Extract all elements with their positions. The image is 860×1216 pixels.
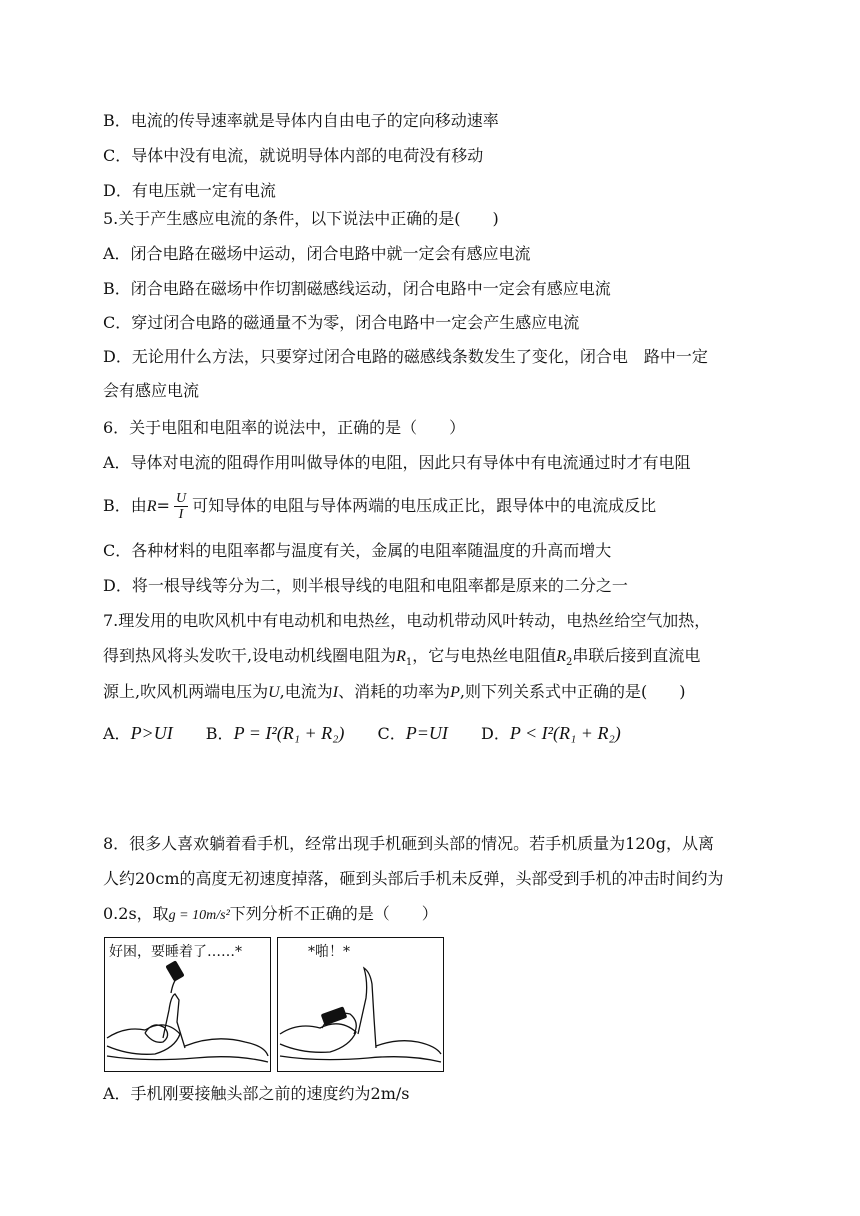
fraction-denominator: I [178, 507, 184, 522]
q6-option-b-prefix: B．由 [103, 496, 147, 515]
formula-equals: = [156, 496, 170, 515]
q8-line1: 8．很多人喜欢躺着看手机，经常出现手机砸到头部的情况。若手机质量为120g，从离 [103, 834, 714, 853]
q8-line2: 人约20cm的高度无初速度掉落，砸到头部后手机未反弹，头部受到手机的冲击时间约为 [103, 869, 724, 888]
q7-line3-c: 、消耗的功率为 [338, 682, 451, 701]
q7-option-c-label: C． [377, 724, 406, 743]
q7-i: I [332, 684, 339, 701]
q8-option-a: A．手机刚要接触头部之前的速度约为2m/s [103, 1084, 410, 1103]
panel1-caption: 好困，要睡着了……* [109, 944, 242, 960]
q5-option-d-line1: D．无论用什么方法，只要穿过闭合电路的磁感线条数发生了变化，闭合电 路中一定 [103, 347, 708, 366]
q7-line3-d: ,则下列关系式中正确的是( ) [459, 682, 686, 701]
q7-option-c [378, 720, 448, 747]
panel2-caption: *啪！* [308, 944, 350, 960]
q7-option-b-label: B． [205, 724, 234, 743]
q7-option-a-math: P>UI [130, 723, 173, 743]
q7-option-b [206, 720, 345, 747]
q5-option-d-line2: 会有感应电流 [103, 381, 200, 400]
q7-line2 [103, 645, 700, 674]
q6-option-b-suffix: 可知导体的电阻与导体两端的电压成正比，跟导体中的电流成反比 [192, 496, 657, 515]
formula-fraction [174, 491, 188, 522]
q7-u: U [268, 684, 280, 701]
phone-drop-drawing [278, 938, 443, 1071]
q7-line3-a: 源上,吹风机两端电压为 [103, 682, 269, 701]
q7-option-d-math: P < I²(R₁ + R₂) [509, 723, 621, 743]
formula-r: R [146, 498, 157, 515]
q8-line3-b: 下列分析不正确的是（ ） [229, 904, 438, 923]
q5-stem: 5.关于产生感应电流的条件，以下说法中正确的是( ) [103, 209, 499, 228]
q6-option-b [103, 488, 656, 525]
q6-option-a: A．导体对电流的阻碍作用叫做导体的电阻，因此只有导体中有电流通过时才有电阻 [103, 453, 691, 472]
q8-line3-a: 0.2s，取 [103, 904, 169, 923]
comic-panel-phone-drop [277, 937, 444, 1072]
q7-p: P [450, 684, 460, 701]
fraction-numerator: U [175, 491, 187, 506]
comic-panel-sleepy [104, 937, 271, 1072]
q7-option-d-label: D． [481, 724, 510, 743]
q7-line2-c: 串联后接到直流电 [572, 646, 701, 665]
q7-option-d [481, 720, 621, 747]
q8-g-value: g = 10m/s² [168, 908, 230, 923]
q7-line3-b: ,电流为 [279, 682, 333, 701]
q4-option-b: B．电流的传导速率就是导体内自由电子的定向移动速率 [103, 111, 499, 130]
q7-line1: 7.理发用的电吹风机中有电动机和电热丝，电动机带动风叶转动，电热丝给空气加热， [103, 611, 711, 630]
q7-line2-b: ，它与电热丝电阻值 [412, 646, 557, 665]
q7-option-a [103, 720, 173, 747]
q8-line3 [103, 903, 438, 927]
q5-option-c: C．穿过闭合电路的磁通量不为零，闭合电路中一定会产生感应电流 [103, 313, 580, 332]
q7-line2-a: 得到热风将头发吹干,设电动机线圈电阻为 [103, 646, 397, 665]
q7-option-b-math: P = I²(R₁ + R₂) [233, 723, 345, 743]
q6-stem: 6．关于电阻和电阻率的说法中，正确的是（ ） [103, 418, 466, 437]
q7-r1: R [396, 648, 406, 665]
q7-option-a-label: A． [103, 724, 131, 743]
q7-option-c-math: P=UI [405, 723, 448, 743]
q6-option-d: D．将一根导线等分为二，则半根导线的电阻和电阻率都是原来的二分之一 [103, 576, 628, 595]
q6-option-c: C．各种材料的电阻率都与温度有关，金属的电阻率随温度的升高而增大 [103, 541, 612, 560]
q7-r2: R [556, 648, 567, 665]
q7-line3 [103, 681, 685, 704]
q5-option-b: B．闭合电路在磁场中作切割磁感线运动，闭合电路中一定会有感应电流 [103, 279, 611, 298]
q7-r1-sub: 1 [405, 657, 413, 669]
q4-option-c: C．导体中没有电流，就说明导体内部的电荷没有移动 [103, 146, 484, 165]
q7-r2-sub: 2 [566, 657, 573, 669]
q5-option-a: A．闭合电路在磁场中运动，闭合电路中就一定会有感应电流 [103, 244, 531, 263]
q7-options [103, 720, 649, 747]
q4-option-d: D．有电压就一定有电流 [103, 181, 276, 200]
